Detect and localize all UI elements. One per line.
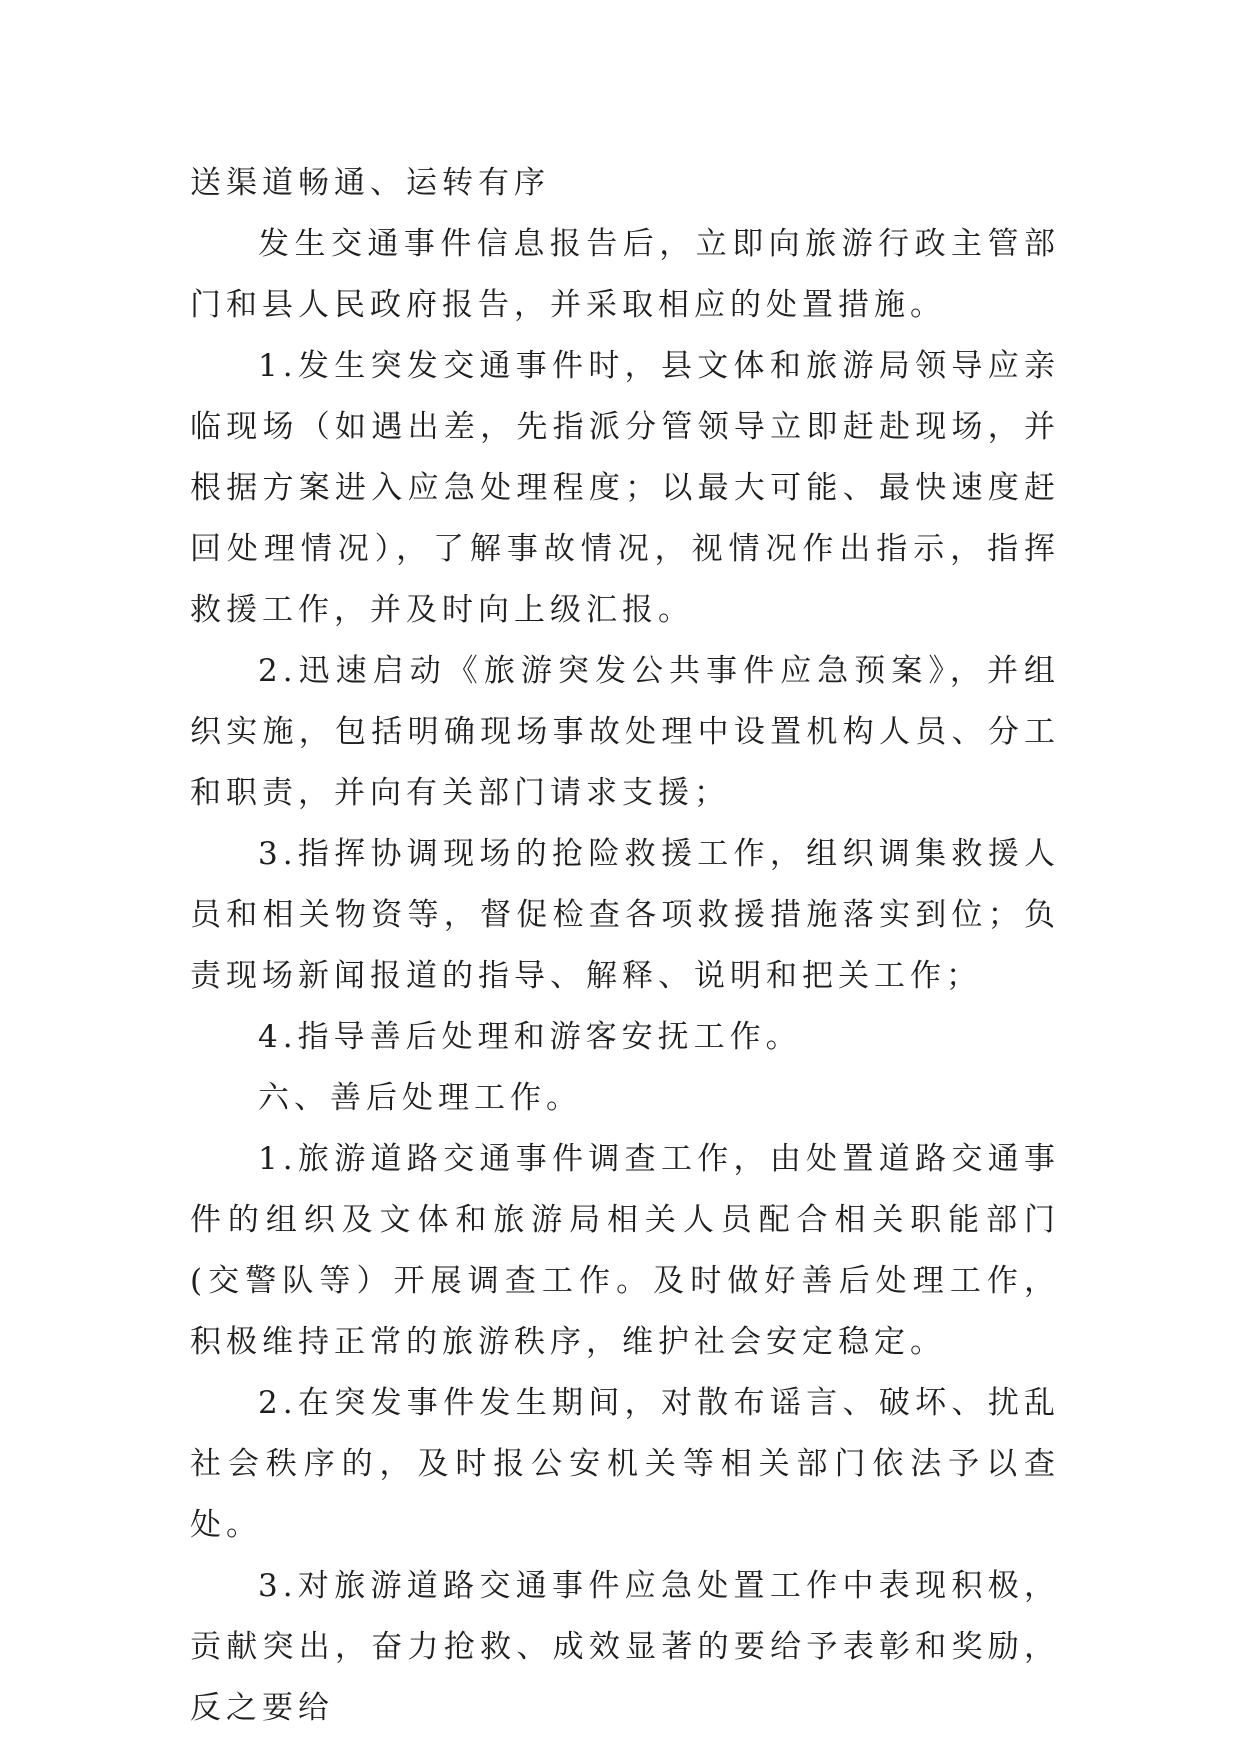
paragraph-item-3: 3.指挥协调现场的抢险救援工作，组织调集救援人员和相关物资等，督促检查各项救援措施落实到位；负责现场新闻报道的指导、解释、说明和把关工作； (190, 836, 1060, 994)
paragraph-report: 发生交通事件信息报告后，立即向旅游行政主管部门和县人民政府报告，并采取相应的处置措施。 (190, 226, 1060, 323)
paragraph-item-1: 1.发生突发交通事件时，县文体和旅游局领导应亲临现场（如遇出差，先指派分管领导立即赶赴现场，并根据方案进入应急处理程度；以最大可能、最快速度赶回处理情况），了解事故情况，视情况作出指示，指挥救援工作，并及时向上级汇报。 (190, 348, 1060, 628)
paragraph-aftermath-2: 2.在突发事件发生期间，对散布谣言、破坏、扰乱社会秩序的，及时报公安机关等相关部门依法予以查处。 (190, 1385, 1060, 1543)
paragraph-aftermath-1: 1.旅游道路交通事件调查工作，由处置道路交通事件的组织及文体和旅游局相关人员配合相关职能部门(交警队等）开展调查工作。及时做好善后处理工作，积极维持正常的旅游秩序，维护社会安定稳定。 (190, 1141, 1060, 1360)
section-heading-aftermath: 六、善后处理工作。 (258, 1080, 582, 1116)
paragraph-item-4: 4.指导善后处理和游客安抚工作。 (258, 1019, 802, 1055)
paragraph-aftermath-3: 3.对旅游道路交通事件应急处置工作中表现积极，贡献突出，奋力抢救、成效显著的要给予表彰和奖励，反之要给 (190, 1568, 1060, 1726)
paragraph-item-2: 2.迅速启动《旅游突发公共事件应急预案》，并组织实施，包括明确现场事故处理中设置机构人员、分工和职责，并向有关部门请求支援； (190, 653, 1060, 811)
document-body (190, 153, 1060, 1739)
paragraph-continuation: 送渠道畅通、运转有序 (190, 165, 550, 201)
